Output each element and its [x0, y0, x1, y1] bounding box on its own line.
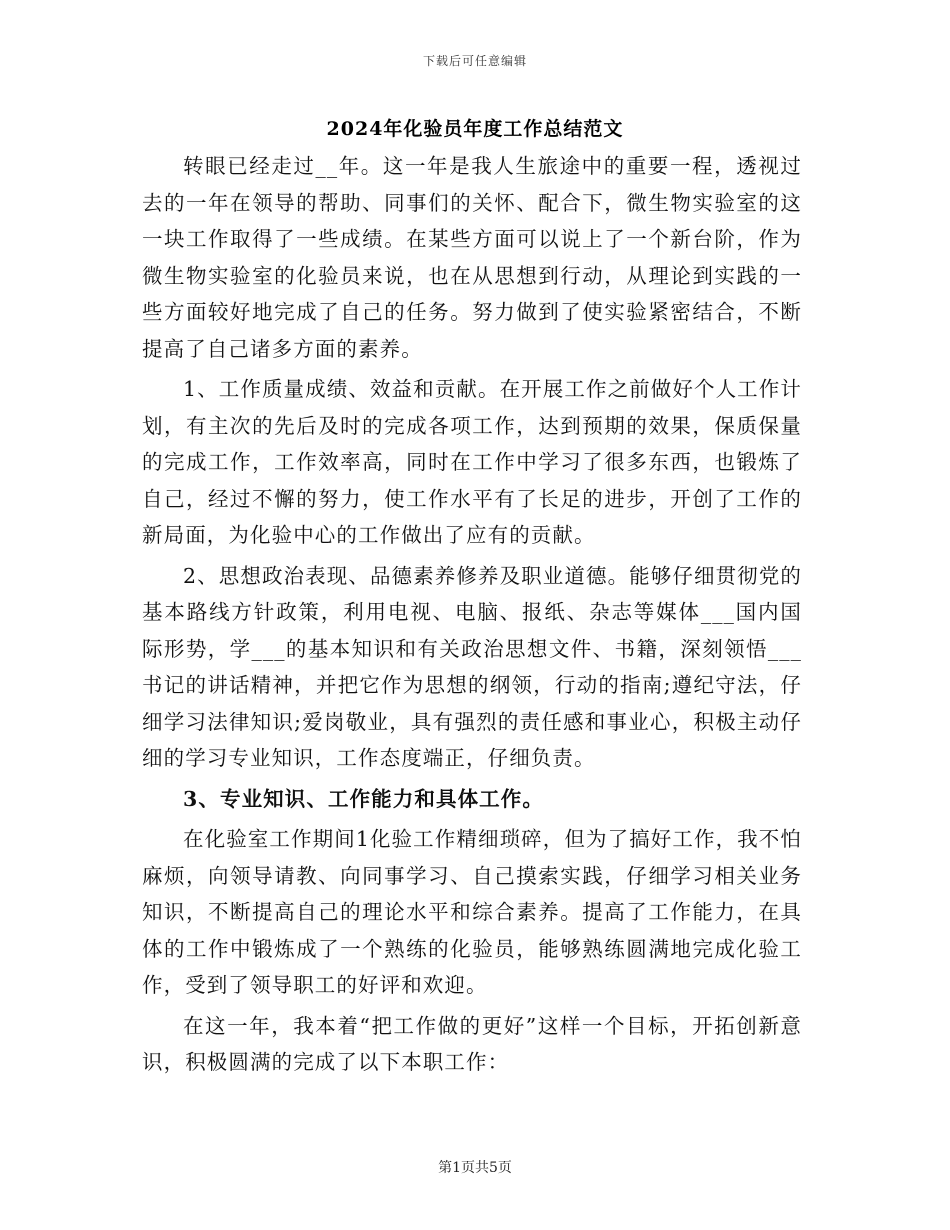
document-title: 2024年化验员年度工作总结范文 [326, 118, 624, 140]
paragraph-work-quality: 1、工作质量成绩、效益和贡献。在开展工作之前做好个人工作计划，有主次的先后及时的完成各项工作，达到预期的效果，保质保量的完成工作，工作效率高，同时在工作中学习了很多东西，也锻炼了自己，经过不懈的努力，使工作水平有了长足的进步，开创了工作的新局面，为化验中心的工作做出了应有的贡献。 [142, 377, 802, 547]
header-note: 下载后可任意编辑 [422, 54, 527, 68]
paragraph-intro: 转眼已经走过__年。这一年是我人生旅途中的重要一程，透视过去的一年在领导的帮助、同事们的关怀、配合下，微生物实验室的这一块工作取得了一些成绩。在某些方面可以说上了一个新台阶，作为微生物实验室的化验员来说，也在从思想到行动，从理论到实践的一些方面较好地完成了自己的任务。努力做到了使实验紧密结合，不断提高了自己诸多方面的素养。 [142, 154, 802, 361]
page-footer: 第1页共5页 [438, 1160, 512, 1176]
paragraph-political-performance: 2、思想政治表现、品德素养修养及职业道德。能够仔细贯彻党的基本路线方针政策，利用电视、电脑、报纸、杂志等媒体___国内国际形势，学___的基本知识和有关政治思想文件、书籍，深刻领悟___书记的讲话精神，并把它作为思想的纲领，行动的指南;遵纪守法，仔细学习法律知识;爱岗敬业，具有强烈的责任感和事业心，积极主动仔细的学习专业知识，工作态度端正，仔细负责。 [142, 563, 802, 770]
paragraph-year-goal: 在这一年，我本着“把工作做的更好”这样一个目标，开拓创新意识，积极圆满的完成了以下本职工作： [142, 1013, 802, 1074]
document-body [142, 148, 802, 1085]
paragraph-lab-work: 在化验室工作期间1化验工作精细琐碎，但为了搞好工作，我不怕麻烦，向领导请教、向同事学习、自己摸索实践，仔细学习相关业务知识，不断提高自己的理论水平和综合素养。提高了工作能力，在具体的工作中锻炼成了一个熟练的化验员，能够熟练圆满地完成化验工作，受到了领导职工的好评和欢迎。 [142, 827, 802, 997]
section-heading-professional-knowledge: 3、专业知识、工作能力和具体工作。 [183, 786, 544, 811]
